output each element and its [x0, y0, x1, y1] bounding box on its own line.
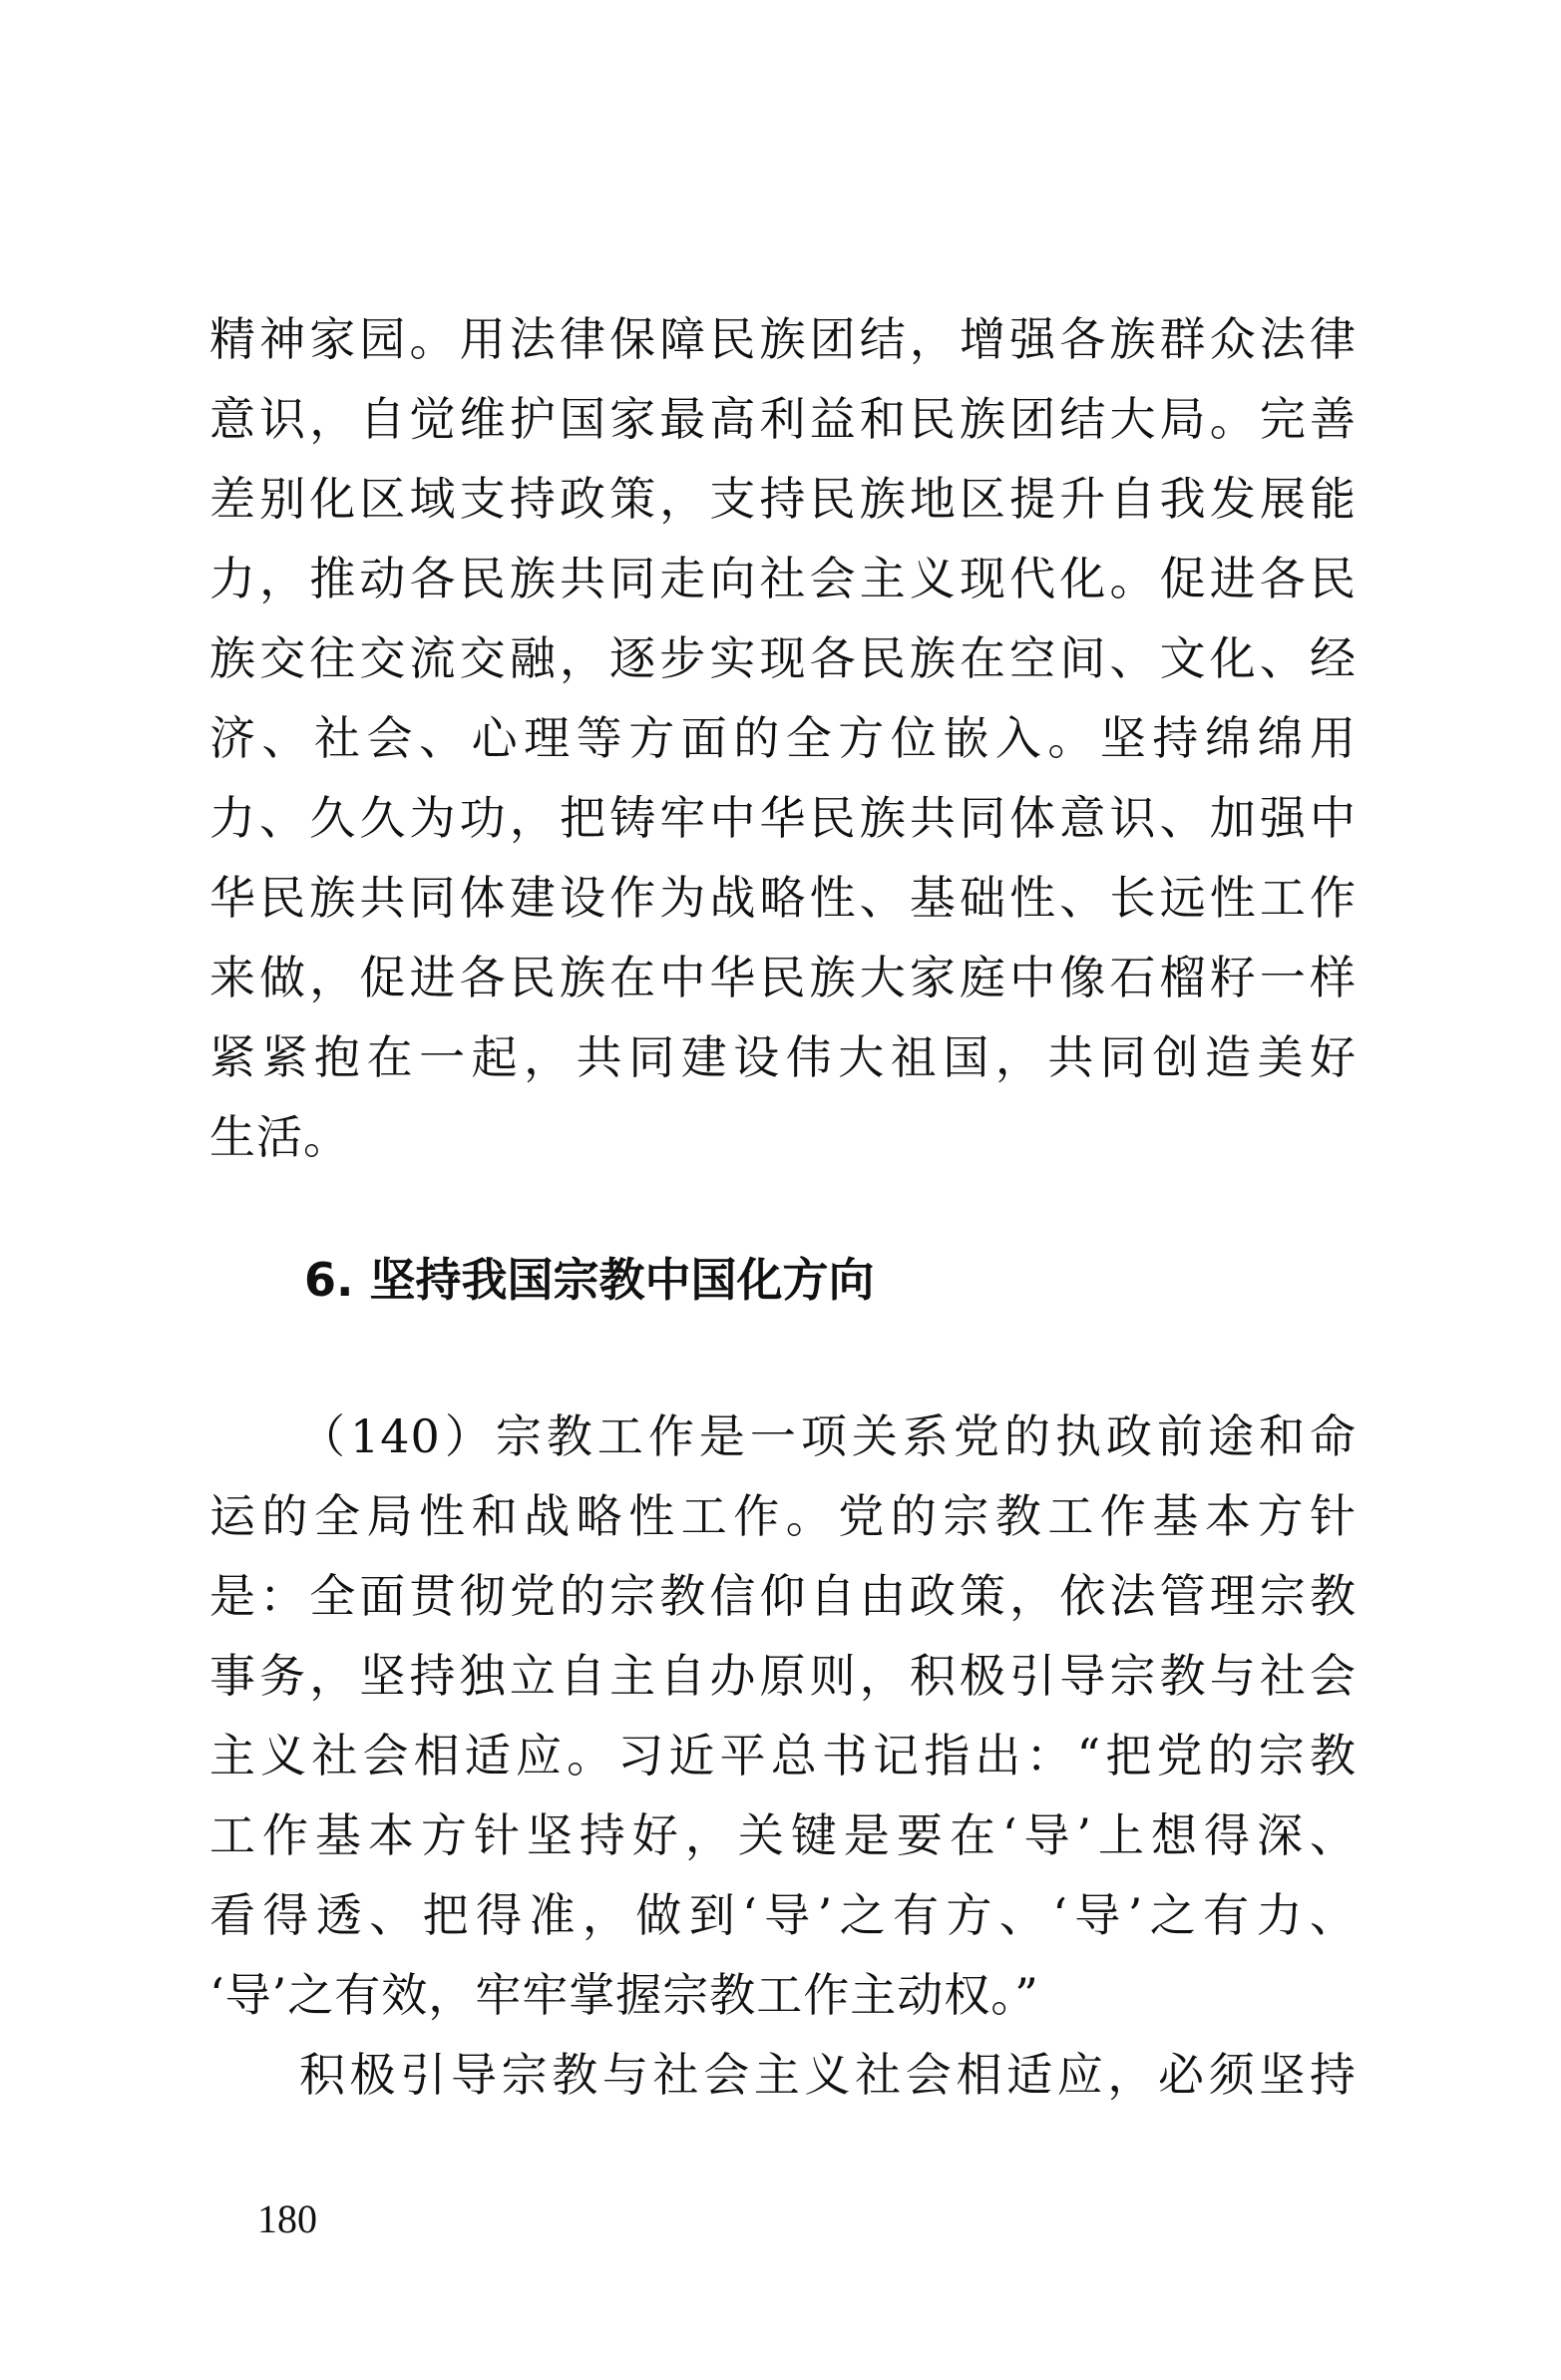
- text-line: 看得透、把得准，做到‘导’之有方、‘导’之有力、: [209, 1888, 1357, 1942]
- text-line: 紧紧抱在一起，共同建设伟大祖国，共同创造美好: [209, 1030, 1357, 1084]
- text-line: 运的全局性和战略性工作。党的宗教工作基本方针: [209, 1489, 1357, 1543]
- text-line: 来做，促进各民族在中华民族大家庭中像石榴籽一样: [209, 951, 1357, 1004]
- text-line: 力，推动各民族共同走向社会主义现代化。促进各民: [209, 552, 1357, 605]
- text-line: 是：全面贯彻党的宗教信仰自由政策，依法管理宗教: [209, 1569, 1357, 1623]
- text-line: 主义社会相适应。习近平总书记指出：“把党的宗教: [209, 1729, 1357, 1783]
- section-heading: 6. 坚持我国宗教中国化方向: [304, 1253, 875, 1307]
- text-line: 工作基本方针坚持好，关键是要在‘导’上想得深、: [209, 1808, 1357, 1862]
- text-line: ‘导’之有效，牢牢掌握宗教工作主动权。”: [209, 1968, 1039, 2022]
- text-line: 积极引导宗教与社会主义社会相适应，必须坚持: [299, 2048, 1357, 2102]
- text-line: 精神家园。用法律保障民族团结，增强各族群众法律: [209, 312, 1357, 366]
- text-line: （140）宗教工作是一项关系党的执政前途和命: [299, 1409, 1357, 1463]
- text-line: 差别化区域支持政策，支持民族地区提升自我发展能: [209, 472, 1357, 526]
- text-line: 华民族共同体建设作为战略性、基础性、长远性工作: [209, 871, 1357, 925]
- text-line: 族交往交流交融，逐步实现各民族在空间、文化、经: [209, 631, 1357, 685]
- text-line: 事务，坚持独立自主自办原则，积极引导宗教与社会: [209, 1649, 1357, 1703]
- text-line: 力、久久为功，把铸牢中华民族共同体意识、加强中: [209, 791, 1357, 845]
- page-number: 180: [257, 2196, 317, 2241]
- text-line: 意识，自觉维护国家最高利益和民族团结大局。完善: [209, 392, 1357, 446]
- text-line: 济、社会、心理等方面的全方位嵌入。坚持绵绵用: [209, 711, 1357, 765]
- text-line: 生活。: [209, 1110, 350, 1164]
